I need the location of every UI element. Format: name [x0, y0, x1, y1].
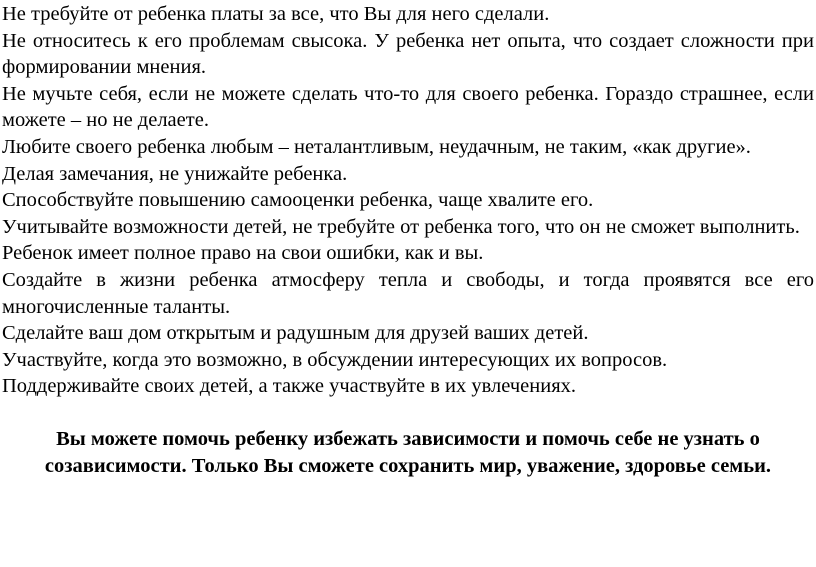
paragraph: Учитывайте возможности детей, не требуйте от ребенка того, что он не сможет выполнить.: [2, 215, 800, 238]
paragraph: Создайте в жизни ребенка атмосферу тепла и свободы, и тогда проявятся все его многочисленные таланты.: [2, 268, 814, 318]
paragraph: Не требуйте от ребенка платы за все, что Вы для него сделали.: [2, 3, 550, 25]
paragraph: Сделайте ваш дом открытым и радушным для друзей ваших детей.: [2, 322, 589, 345]
conclusion-paragraph: Вы можете помочь ребенку избежать зависимости и помочь себе не узнать о созависимости. Только Вы сможете сохранить мир, уважение, здоровье семьи.: [44, 427, 772, 477]
paragraph: Делая замечания, не унижайте ребенка.: [2, 162, 348, 185]
paragraph: Способствуйте повышению самооценки ребенка, чаще хвалите его.: [2, 189, 594, 212]
paragraph: Поддерживайте своих детей, а также участвуйте в их увлечениях.: [2, 375, 576, 398]
paragraph: Не мучьте себя, если не можете сделать что-то для своего ребенка. Гораздо страшнее, если можете – но не делаете.: [2, 82, 814, 132]
paragraph: Ребенок имеет полное право на свои ошибки, как и вы.: [2, 242, 484, 265]
paragraph: Любите своего ребенка любым – неталантливым, неудачным, не таким, «как другие».: [2, 135, 751, 158]
paragraph: Не относитесь к его проблемам свысока. У ребенка нет опыта, что создает сложности при формировании мнения.: [2, 29, 814, 79]
paragraph: Участвуйте, когда это возможно, в обсуждении интересующих их вопросов.: [2, 348, 668, 371]
document-page: [2, 0, 814, 567]
